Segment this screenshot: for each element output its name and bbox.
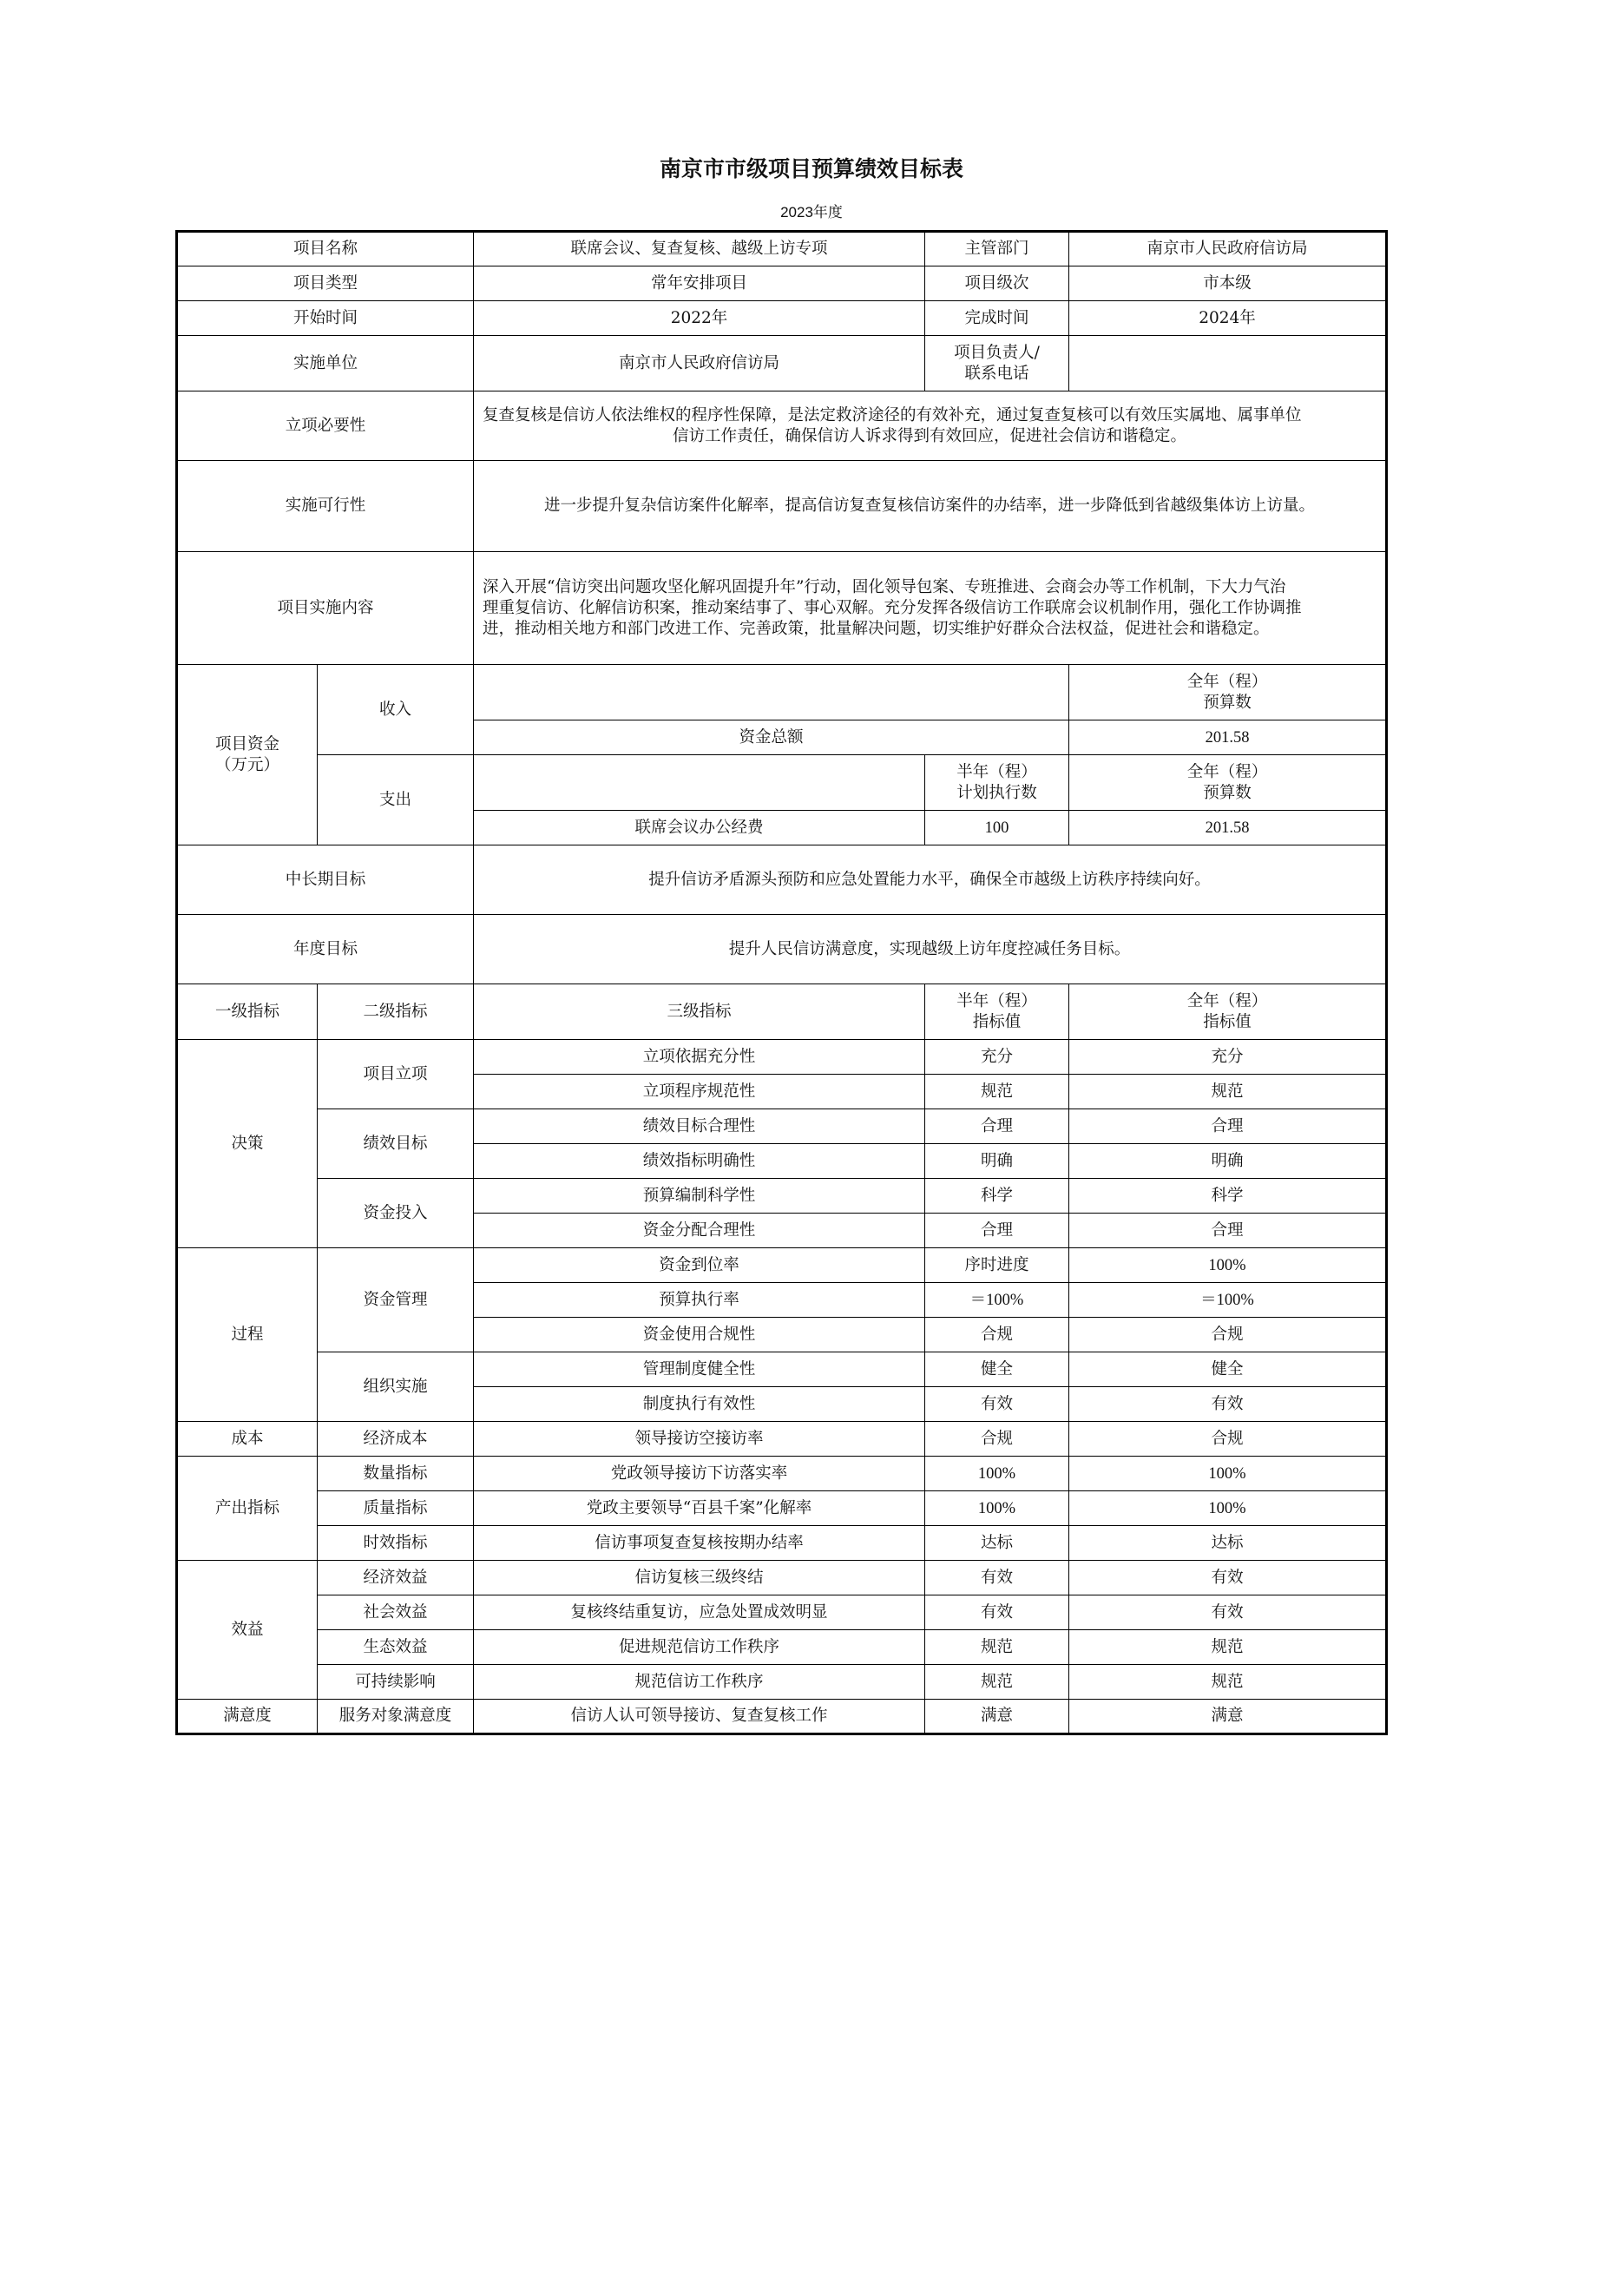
indicator-name: 信访复核三级终结 [474, 1561, 925, 1595]
subgroup-sustain: 可持续影响 [318, 1665, 474, 1700]
indicator-name: 立项程序规范性 [474, 1075, 925, 1109]
indicator-name: 规范信访工作秩序 [474, 1665, 925, 1700]
group-satisfaction: 满意度 [177, 1700, 318, 1734]
subgroup-approval: 项目立项 [318, 1040, 474, 1109]
necessity-label: 立项必要性 [177, 391, 474, 461]
row-project-type [177, 266, 1387, 301]
group-benefit: 效益 [177, 1561, 318, 1700]
group-cost: 成本 [177, 1422, 318, 1457]
owner-label [925, 336, 1069, 391]
half-header [925, 984, 1069, 1040]
row-necessity [177, 391, 1387, 461]
indicator-full: 明确 [1069, 1144, 1387, 1179]
indicator-half: 合规 [925, 1422, 1069, 1457]
feasibility-label: 实施可行性 [177, 461, 474, 552]
indicator-full: 科学 [1069, 1179, 1387, 1214]
indicator-half: 明确 [925, 1144, 1069, 1179]
expense-label: 支出 [318, 755, 474, 845]
table-row [177, 1526, 1387, 1561]
expense-half: 100 [925, 811, 1069, 845]
table-row [177, 1561, 1387, 1595]
subgroup-quality: 质量指标 [318, 1491, 474, 1526]
project-name-value: 联席会议、复查复核、越级上访专项 [474, 232, 925, 266]
indicator-half: ＝100% [925, 1283, 1069, 1318]
dept-value: 南京市人民政府信访局 [1069, 232, 1387, 266]
indicator-name: 预算编制科学性 [474, 1179, 925, 1214]
unit-label: 实施单位 [177, 336, 474, 391]
owner-value [1069, 336, 1387, 391]
unit-value: 南京市人民政府信访局 [474, 336, 925, 391]
table-row [177, 1630, 1387, 1665]
expense-full-head [1069, 755, 1387, 811]
income-item: 资金总额 [474, 720, 1069, 755]
indicator-half: 健全 [925, 1352, 1069, 1387]
indicator-full: 达标 [1069, 1526, 1387, 1561]
project-level-label: 项目级次 [925, 266, 1069, 301]
expense-full-head-line1: 全年（程） [1186, 762, 1268, 781]
indicator-name: 立项依据充分性 [474, 1040, 925, 1075]
indicator-full: ＝100% [1069, 1283, 1387, 1318]
indicator-name: 预算执行率 [474, 1283, 925, 1318]
income-label: 收入 [318, 665, 474, 755]
subgroup-fund-mgmt: 资金管理 [318, 1248, 474, 1352]
indicator-half: 合理 [925, 1214, 1069, 1248]
end-label: 完成时间 [925, 301, 1069, 336]
indicator-name: 绩效目标合理性 [474, 1109, 925, 1144]
subgroup-social-benefit: 社会效益 [318, 1595, 474, 1630]
full-header-line2: 指标值 [1203, 1012, 1252, 1031]
income-head-line1: 全年（程） [1186, 672, 1268, 691]
necessity-line2: 信访工作责任，确保信访人诉求得到有效回应，促进社会信访和谐稳定。 [673, 426, 1187, 445]
expense-head-blank [474, 755, 925, 811]
indicator-half: 有效 [925, 1387, 1069, 1422]
subgroup-investment: 资金投入 [318, 1179, 474, 1248]
indicator-full: 100% [1069, 1491, 1387, 1526]
indicator-full: 合规 [1069, 1318, 1387, 1352]
indicator-half: 达标 [925, 1526, 1069, 1561]
row-time [177, 301, 1387, 336]
subgroup-performance: 绩效目标 [318, 1109, 474, 1179]
row-project-name [177, 232, 1387, 266]
indicator-name: 管理制度健全性 [474, 1352, 925, 1387]
content-line2: 理重复信访、化解信访积案，推动案结事了、事心双解。充分发挥各级信访工作联席会议机制作用，强化工作协调推 [483, 598, 1302, 617]
long-term-text: 提升信访矛盾源头预防和应急处置能力水平，确保全市越级上访秩序持续向好。 [474, 845, 1387, 915]
long-term-label: 中长期目标 [177, 845, 474, 915]
necessity-text [474, 391, 1387, 461]
indicator-full: 有效 [1069, 1561, 1387, 1595]
project-name-label: 项目名称 [177, 232, 474, 266]
funds-label [177, 665, 318, 845]
funds-label-line2: （万元） [214, 755, 279, 774]
half-header-line1: 半年（程） [956, 991, 1037, 1010]
indicator-half: 合理 [925, 1109, 1069, 1144]
indicator-full: 规范 [1069, 1075, 1387, 1109]
group-output: 产出指标 [177, 1457, 318, 1561]
indicator-full: 满意 [1069, 1700, 1387, 1734]
expense-full: 201.58 [1069, 811, 1387, 845]
owner-label-line2: 联系电话 [964, 364, 1029, 383]
indicator-half: 序时进度 [925, 1248, 1069, 1283]
expense-item: 联席会议办公经费 [474, 811, 925, 845]
indicator-full: 有效 [1069, 1595, 1387, 1630]
indicator-half: 100% [925, 1491, 1069, 1526]
half-header-line2: 指标值 [972, 1012, 1022, 1031]
table-row [177, 1248, 1387, 1283]
level3-header: 三级指标 [474, 984, 925, 1040]
income-total: 201.58 [1069, 720, 1387, 755]
indicator-name: 绩效指标明确性 [474, 1144, 925, 1179]
expense-half-head-line2: 计划执行数 [956, 783, 1037, 802]
annual-text: 提升人民信访满意度，实现越级上访年度控减任务目标。 [474, 915, 1387, 984]
project-type-label: 项目类型 [177, 266, 474, 301]
project-level-value: 市本级 [1069, 266, 1387, 301]
project-type-value: 常年安排项目 [474, 266, 925, 301]
indicator-full: 有效 [1069, 1387, 1387, 1422]
full-header-line1: 全年（程） [1186, 991, 1268, 1010]
group-decision: 决策 [177, 1040, 318, 1248]
table-row [177, 1040, 1387, 1075]
subgroup-quantity: 数量指标 [318, 1457, 474, 1491]
performance-table [175, 230, 1388, 1735]
table-row [177, 1422, 1387, 1457]
group-process: 过程 [177, 1248, 318, 1422]
indicator-full: 合规 [1069, 1422, 1387, 1457]
indicator-half: 有效 [925, 1595, 1069, 1630]
content-label: 项目实施内容 [177, 552, 474, 665]
indicator-name: 促进规范信访工作秩序 [474, 1630, 925, 1665]
indicator-full: 规范 [1069, 1665, 1387, 1700]
funds-label-line1: 项目资金 [214, 734, 279, 753]
subgroup-eco-benefit: 生态效益 [318, 1630, 474, 1665]
page-title: 南京市市级项目预算绩效目标表 [659, 156, 963, 181]
subgroup-timeliness: 时效指标 [318, 1526, 474, 1561]
table-row [177, 1109, 1387, 1144]
indicator-half: 满意 [925, 1700, 1069, 1734]
start-label: 开始时间 [177, 301, 474, 336]
row-annual [177, 915, 1387, 984]
table-row [177, 1179, 1387, 1214]
indicator-half: 充分 [925, 1040, 1069, 1075]
row-funds-expense-head [177, 755, 1387, 811]
row-unit [177, 336, 1387, 391]
row-content [177, 552, 1387, 665]
full-header [1069, 984, 1387, 1040]
indicator-half: 100% [925, 1457, 1069, 1491]
level2-header: 二级指标 [318, 984, 474, 1040]
start-value: 2022年 [474, 301, 925, 336]
indicator-name: 信访事项复查复核按期办结率 [474, 1526, 925, 1561]
page-year: 2023年度 [780, 204, 843, 220]
indicator-full: 合理 [1069, 1214, 1387, 1248]
owner-label-line1: 项目负责人/ [954, 343, 1040, 362]
indicator-half: 规范 [925, 1630, 1069, 1665]
expense-half-head-line1: 半年（程） [956, 762, 1037, 781]
content-line1: 深入开展“信访突出问题攻坚化解巩固提升年”行动，固化领导包案、专班推进、会商会办等工作机制，下大力气治 [483, 577, 1286, 596]
table-row [177, 1457, 1387, 1491]
indicator-half: 科学 [925, 1179, 1069, 1214]
annual-label: 年度目标 [177, 915, 474, 984]
indicator-name: 复核终结重复访，应急处置成效明显 [474, 1595, 925, 1630]
indicator-name: 党政主要领导“百县千案”化解率 [474, 1491, 925, 1526]
row-long-term [177, 845, 1387, 915]
table-row [177, 1595, 1387, 1630]
income-head-blank [474, 665, 1069, 720]
indicator-full: 100% [1069, 1457, 1387, 1491]
level1-header: 一级指标 [177, 984, 318, 1040]
subgroup-service: 服务对象满意度 [318, 1700, 474, 1734]
indicator-name: 领导接访空接访率 [474, 1422, 925, 1457]
row-feasibility [177, 461, 1387, 552]
indicator-full: 健全 [1069, 1352, 1387, 1387]
table-row [177, 1700, 1387, 1734]
indicator-half: 有效 [925, 1561, 1069, 1595]
indicator-half: 合规 [925, 1318, 1069, 1352]
indicator-name: 资金到位率 [474, 1248, 925, 1283]
indicator-name: 资金使用合规性 [474, 1318, 925, 1352]
indicator-half: 规范 [925, 1075, 1069, 1109]
indicator-name: 资金分配合理性 [474, 1214, 925, 1248]
necessity-line1: 复查复核是信访人依法维权的程序性保障，是法定救济途径的有效补充，通过复查复核可以有效压实属地、属事单位 [483, 405, 1302, 424]
feasibility-text: 进一步提升复杂信访案件化解率，提高信访复查复核信访案件的办结率，进一步降低到省越级集体访上访量。 [474, 461, 1387, 552]
table-row [177, 1491, 1387, 1526]
row-indicator-header [177, 984, 1387, 1040]
subgroup-econ-cost: 经济成本 [318, 1422, 474, 1457]
table-row [177, 1352, 1387, 1387]
indicator-name: 制度执行有效性 [474, 1387, 925, 1422]
row-funds-income-head [177, 665, 1387, 720]
income-head-line2: 预算数 [1203, 693, 1252, 712]
expense-half-head [925, 755, 1069, 811]
subgroup-org: 组织实施 [318, 1352, 474, 1422]
indicator-full: 100% [1069, 1248, 1387, 1283]
end-value: 2024年 [1069, 301, 1387, 336]
dept-label: 主管部门 [925, 232, 1069, 266]
subgroup-econ-benefit: 经济效益 [318, 1561, 474, 1595]
expense-full-head-line2: 预算数 [1203, 783, 1252, 802]
income-head [1069, 665, 1387, 720]
indicator-name: 党政领导接访下访落实率 [474, 1457, 925, 1491]
indicator-full: 规范 [1069, 1630, 1387, 1665]
indicator-full: 充分 [1069, 1040, 1387, 1075]
indicator-full: 合理 [1069, 1109, 1387, 1144]
content-line3: 进，推动相关地方和部门改进工作、完善政策，批量解决问题，切实维护好群众合法权益，促进社会和谐稳定。 [483, 619, 1270, 638]
table-row [177, 1665, 1387, 1700]
indicator-name: 信访人认可领导接访、复查复核工作 [474, 1700, 925, 1734]
indicator-half: 规范 [925, 1665, 1069, 1700]
content-text [474, 552, 1387, 665]
